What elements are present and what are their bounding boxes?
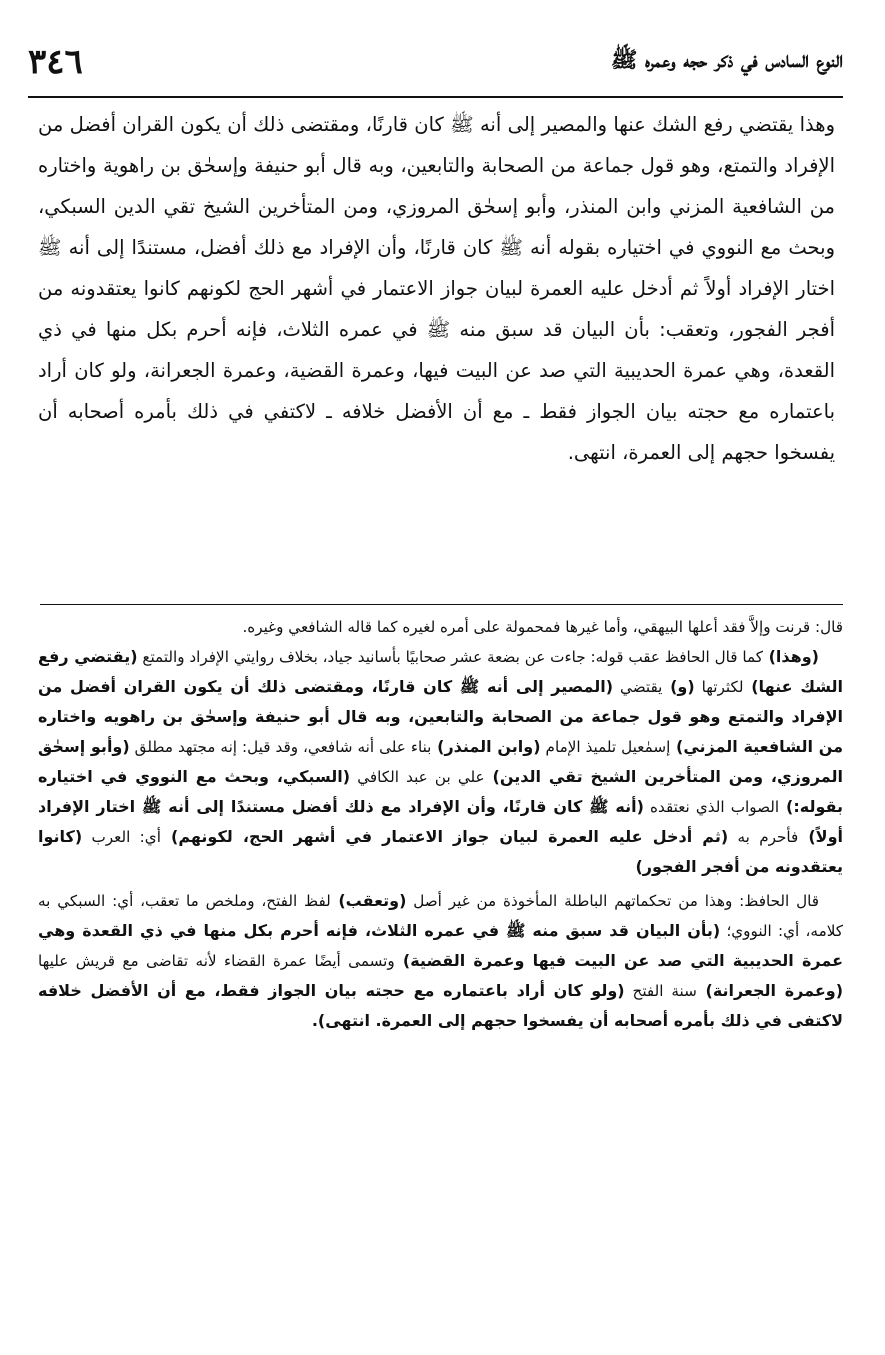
commentary-divider <box>40 604 843 605</box>
commentary-segment: (السبكي، وبحث مع النووي في اختياره بقوله:) <box>38 767 844 816</box>
commentary-paragraph <box>38 886 843 1036</box>
commentary-segment: وتسمى أيضًا عمرة القضاء لأنه تقاضى مع قريش عليها <box>38 952 395 970</box>
header-rule <box>28 96 843 98</box>
commentary-segment: (المصير إلى أنه ﷺ كان قارنًا، ومقتضى ذلك أن يكون القران أفضل من الإفراد والتمتع وهو قول جماعة من الصحابة والتابعين، وبه قال أبو حنيفة وإسحٰق بن راهويه واختاره من الشافعية المزني) <box>38 677 843 756</box>
commentary-segment: (كانوا يعتقدونه من أفجر الفجور) <box>38 827 843 876</box>
commentary-segment: (و) <box>662 677 695 696</box>
commentary-segment: علي بن عبد الكافي <box>350 768 485 786</box>
commentary <box>38 612 843 1312</box>
main-text: وهذا يقتضي رفع الشك عنها والمصير إلى أنه ﷺ كان قارنًا، ومقتضى ذلك أن يكون القران أفضل من الإفراد والتمتع، وهو قول جماعة من الصحابة والتابعين، وبه قال أبو حنيفة وإسحٰق بن راهوية واختاره من الشافعية المزني وابن المنذر، وأبو إسحٰق المروزي، ومن المتأخرين الشيخ تقي الدين السبكي، وبحث مع النووي في اختياره بقوله أنه ﷺ كان قارنًا، وأن الإفراد مع ذلك أفضل، مستندًا إلى أنه ﷺ اختار الإفراد أولاً ثم أدخل عليه العمرة لبيان جواز الاعتمار في أشهر الحج لكونهم كانوا يعتقدونه من أفجر الفجور، وتعقب: بأن البيان قد سبق منه ﷺ في عمره الثلاث، فإنه أحرم بكل منها في ذي القعدة، وهي عمرة الحديبية التي صد عن البيت فيها، وعمرة القضية، وعمرة الجعرانة، ولو كان أراد باعتماره مع حجته بيان الجواز فقط ـ مع أن الأفضل خلافه ـ لاكتفي في ذلك بأمره أصحابه أن يفسخوا حجهم إلى العمرة، انتهى. <box>38 113 835 464</box>
commentary-segment: (وعمرة الجعرانة) <box>696 981 844 1000</box>
commentary-segment: لكثرتها <box>694 678 744 696</box>
commentary-segment: (وابن المنذر) <box>431 737 541 756</box>
commentary-paragraph <box>38 612 843 642</box>
commentary-segment: (وهذا) <box>763 647 819 666</box>
commentary-segment: أي: العرب <box>82 828 161 846</box>
commentary-segment: (ثم أدخل عليه العمرة لبيان جواز الاعتمار في أشهر الحج، لكونهم) <box>160 827 729 846</box>
commentary-segment: الصواب الذي نعتقده <box>643 798 780 816</box>
commentary-segment: لفظ الفتح، وملخص ما تعقب، أي: السبكي به كلامه، أي: النووي؛ <box>38 892 843 940</box>
page-header <box>28 34 843 90</box>
commentary-segment: (أنه ﷺ كان قارنًا، وأن الإفراد مع ذلك أفضل مستندًا إلى أنه ﷺ اختار الإفراد أولاً) <box>38 797 844 846</box>
commentary-segment: سنة الفتح <box>624 982 697 1000</box>
running-title: النوع السادس في ذكر حجه وعمره ﷺ <box>610 47 843 73</box>
commentary-segment: فأحرم به <box>728 828 799 846</box>
page-number: ٣٤٦ <box>28 42 83 82</box>
commentary-segment: (يقتضي رفع الشك عنها) <box>38 647 843 696</box>
commentary-segment: بناء على أنه شافعي، وقد قيل: إنه مجتهد مطلق <box>129 738 432 756</box>
commentary-segment: يقتضي <box>613 678 663 696</box>
commentary-segment: كما قال الحافظ عقب قوله: جاءت عن بضعة عشر صحابيًا بأسانيد جياد، بخلاف روايتي الإفراد والتمتع <box>137 648 764 666</box>
commentary-segment: (بأن البيان قد سبق منه ﷺ في عمره الثلاث، فإنه أحرم بكل منها في ذي القعدة وهي عمرة الحديبية التي صد عن البيت فيها وعمرة القضية) <box>38 921 844 970</box>
commentary-segment: (وأبو إسحٰق المروزي، ومن المتأخرين الشيخ تقي الدين) <box>38 737 843 786</box>
commentary-segment: قال: قرنت وإلاَّ فقد أعلها البيهقي، وأما غيرها فمحمولة على أمره لغيره كما قاله الشافعي وغيره. <box>242 618 843 636</box>
commentary-segment: (ولو كان أراد باعتماره مع حجته بيان الجواز فقط، مع أن الأفضل خلافه لاكتفى في ذلك بأمره أصحابه أن يفسخوا حجهم إلى العمرة. انتهى). <box>38 981 843 1030</box>
commentary-segment: قال الحافظ: وهذا من تحكماتهم الباطلة المأخوذة من غير أصل <box>406 892 819 910</box>
commentary-paragraph <box>38 642 843 882</box>
commentary-segment: (وتعقب) <box>330 891 407 910</box>
commentary-segment: إسمٰعيل تلميذ الإمام <box>540 738 671 756</box>
